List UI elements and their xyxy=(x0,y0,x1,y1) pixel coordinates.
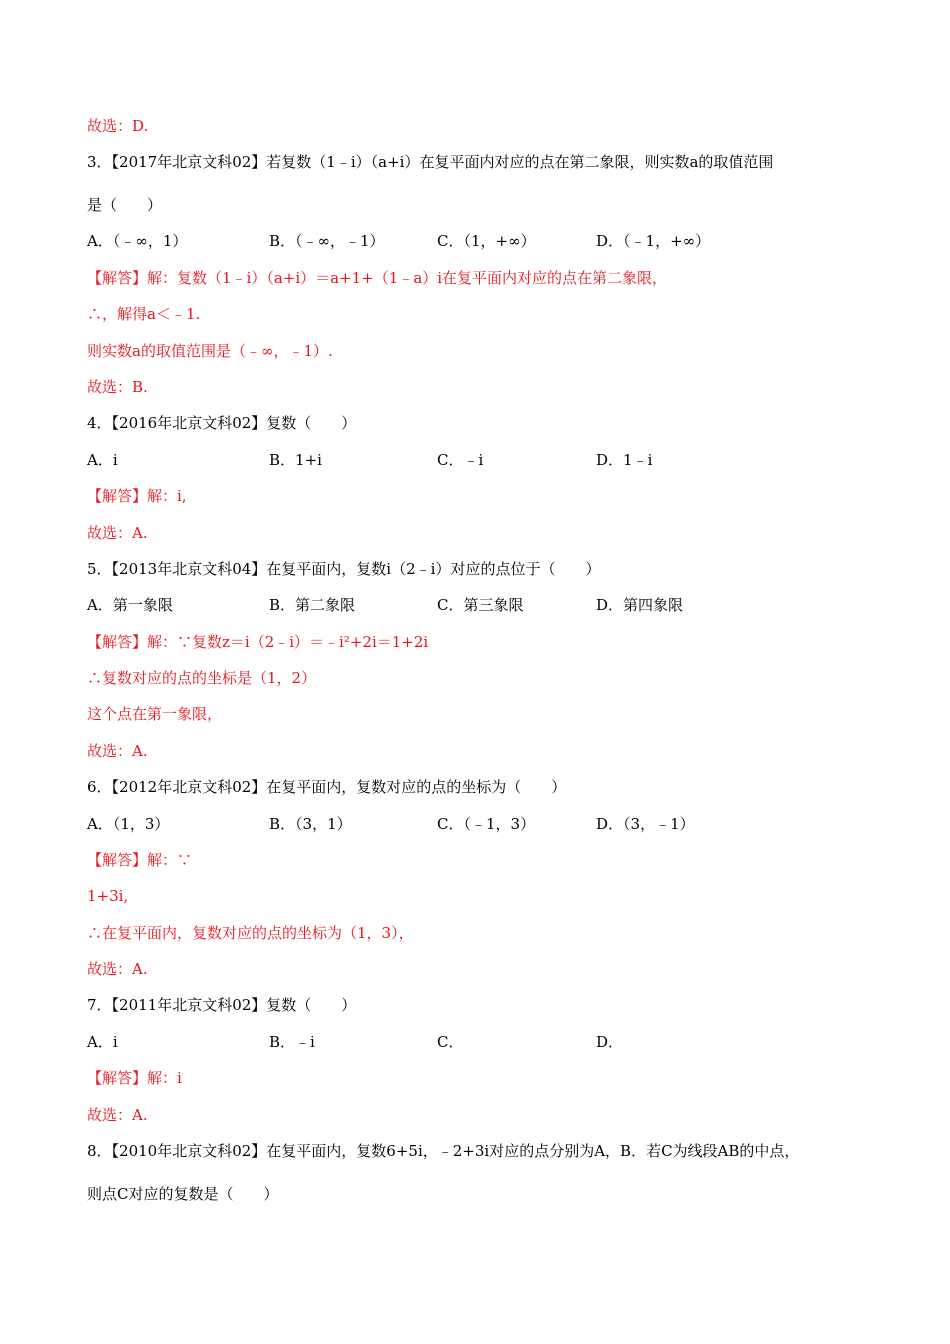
question-5-options xyxy=(87,595,847,615)
answer-6-choice: 故选：A. xyxy=(87,960,148,978)
answer-5-line-2: ∴复数对应的点的坐标是（1，2） xyxy=(87,669,317,687)
question-3-options xyxy=(87,231,847,251)
option-c: C．（1，+∞） xyxy=(437,232,536,250)
option-d: D．1﹣i xyxy=(596,451,653,469)
question-4-text: 4．【2016年北京文科02】复数（ ） xyxy=(87,414,357,432)
option-c: C．第三象限 xyxy=(437,596,524,614)
option-b: B．第二象限 xyxy=(269,596,356,614)
option-b: B．﹣i xyxy=(269,1033,315,1051)
answer-5-choice: 故选：A. xyxy=(87,742,148,760)
answer-6-line-3: ∴在复平面内，复数对应的点的坐标为（1，3）， xyxy=(87,924,414,942)
question-7-text: 7．【2011年北京文科02】复数（ ） xyxy=(87,996,357,1014)
answer-3-line-2: ∴，解得a＜﹣1. xyxy=(87,305,201,323)
option-d: D．第四象限 xyxy=(596,596,684,614)
question-4-options xyxy=(87,450,847,470)
option-a: A．i xyxy=(87,451,118,469)
question-6-options xyxy=(87,814,847,834)
option-c: C．（﹣1，3） xyxy=(437,815,536,833)
option-a: A．（﹣∞，1） xyxy=(87,232,188,250)
answer-5-line-1: 【解答】解：∵复数z＝i（2﹣i）＝﹣i²+2i＝1+2i xyxy=(87,633,429,651)
option-a: A．第一象限 xyxy=(87,596,173,614)
option-c: C． xyxy=(437,1033,464,1051)
option-b: B．（3，1） xyxy=(269,815,352,833)
question-8-text-cont: 则点C对应的复数是（ ） xyxy=(87,1185,279,1203)
answer-4-line-1: 【解答】解：i, xyxy=(87,487,187,505)
option-b: B．（﹣∞，﹣1） xyxy=(269,232,385,250)
question-7-options xyxy=(87,1032,847,1052)
answer-choice-line: 故选：D. xyxy=(87,117,149,135)
answer-3-line-1: 【解答】解：复数（1﹣i）（a+i）＝a+1+（1﹣a）i在复平面内对应的点在第二象限， xyxy=(87,269,668,287)
option-d: D．（﹣1，+∞） xyxy=(596,232,711,250)
answer-6-line-1: 【解答】解：∵ xyxy=(87,851,193,869)
question-6-text: 6．【2012年北京文科02】在复平面内，复数对应的点的坐标为（ ） xyxy=(87,778,567,796)
question-5-text: 5．【2013年北京文科04】在复平面内，复数i（2﹣i）对应的点位于（ ） xyxy=(87,560,601,578)
answer-7-choice: 故选：A. xyxy=(87,1106,148,1124)
answer-5-line-3: 这个点在第一象限， xyxy=(87,705,223,723)
answer-4-choice: 故选：A. xyxy=(87,524,148,542)
answer-3-line-3: 则实数a的取值范围是（﹣∞，﹣1）. xyxy=(87,342,333,360)
option-c: C．﹣i xyxy=(437,451,484,469)
option-d: D． xyxy=(596,1033,624,1051)
question-8-text: 8．【2010年北京文科02】在复平面内，复数6+5i，﹣2+3i对应的点分别为A，B．若C为线段AB的中点， xyxy=(87,1142,800,1160)
option-a: A．（1，3） xyxy=(87,815,170,833)
option-a: A．i xyxy=(87,1033,118,1051)
option-b: B．1+i xyxy=(269,451,322,469)
answer-3-choice: 故选：B. xyxy=(87,378,148,396)
question-3-text: 3．【2017年北京文科02】若复数（1﹣i）（a+i）在复平面内对应的点在第二象限，则实数a的取值范围 xyxy=(87,153,774,171)
question-3-text-cont: 是（ ） xyxy=(87,196,163,214)
answer-6-line-2: 1+3i, xyxy=(87,887,129,905)
option-d: D．（3，﹣1） xyxy=(596,815,695,833)
answer-7-line-1: 【解答】解：i xyxy=(87,1069,182,1087)
